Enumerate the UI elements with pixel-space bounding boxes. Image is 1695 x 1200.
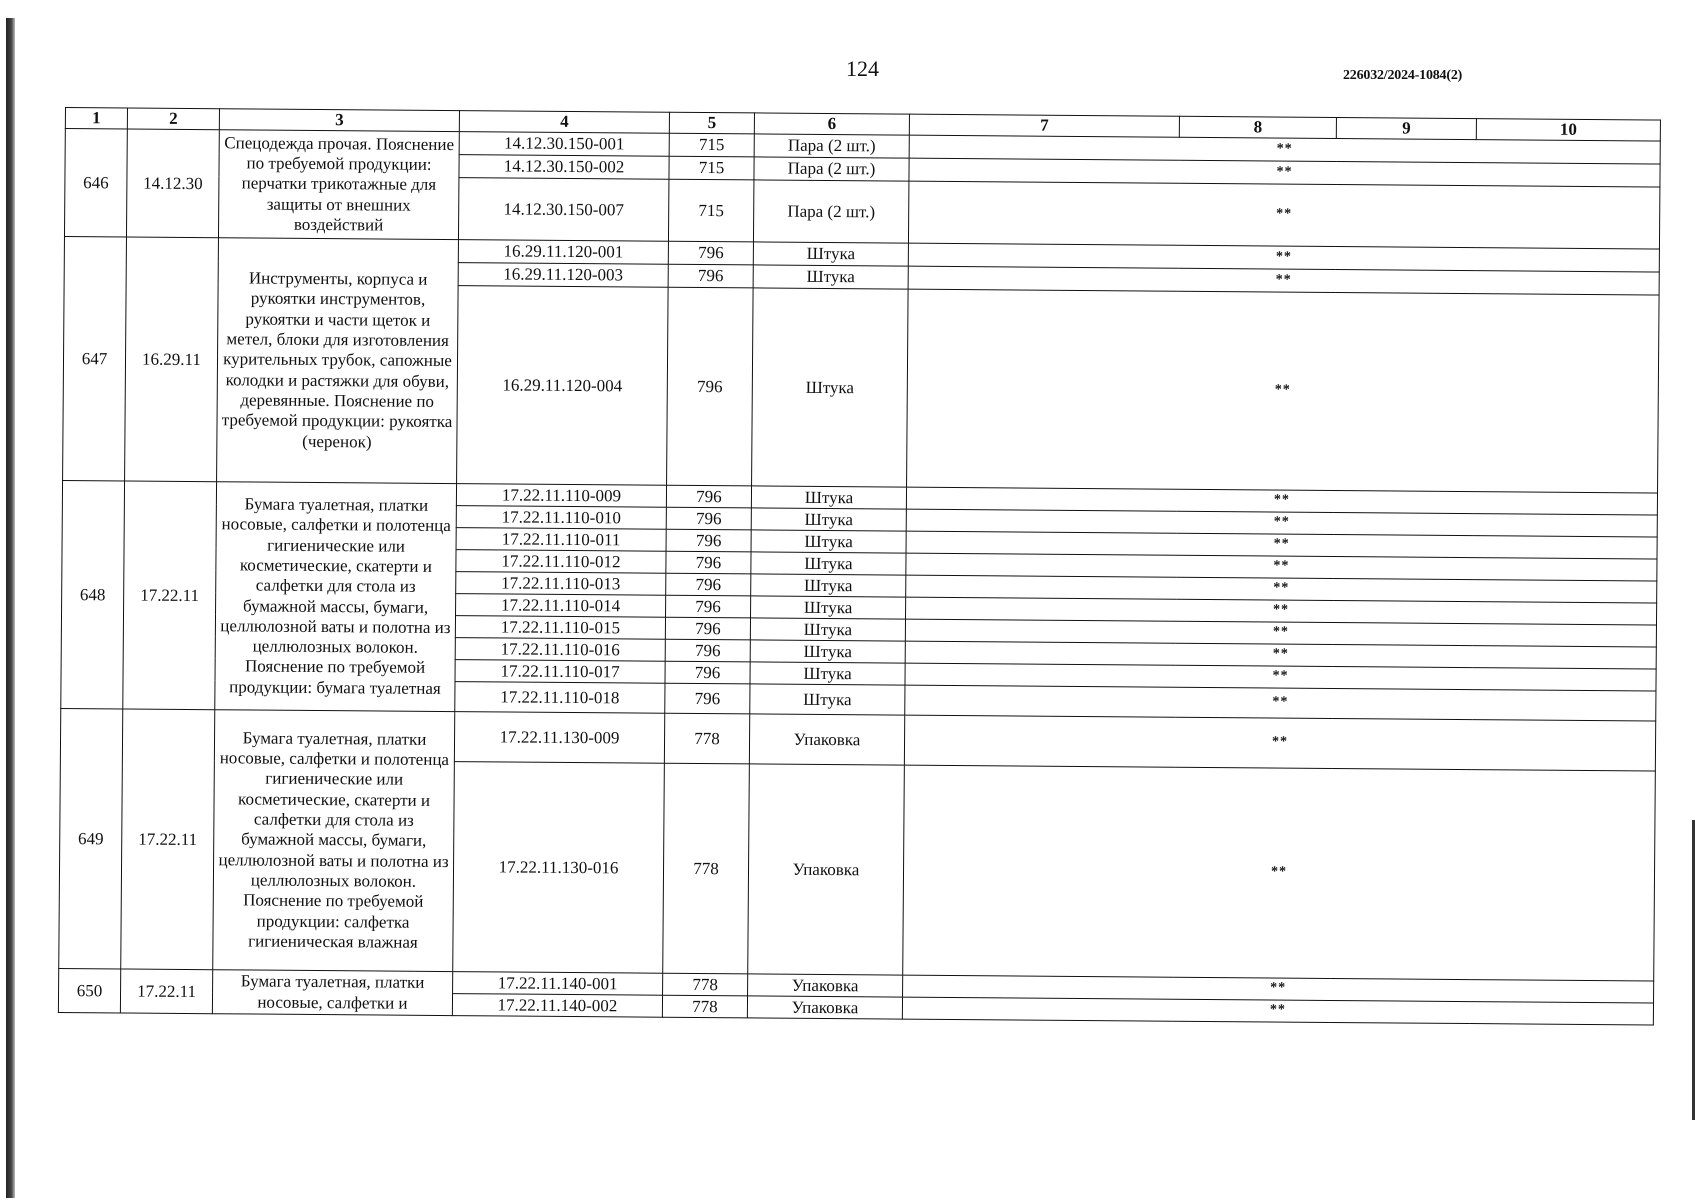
unit-name: Упаковка [749, 714, 904, 765]
unit-name: Пара (2 шт.) [753, 180, 908, 243]
product-description: Бумага туалетная, платки носовые, салфетки и полотенца гигиенические или косметические, скатерти и салфетки для стола из бумажной массы, бумаги, целлюлозной ваты и полотна из целлюлозных волокон. Пояснение по требуемой продукции: салфетка гигиеническая влажная [213, 710, 455, 972]
scan-edge-shadow [6, 18, 15, 1198]
ktru-code: 14.12.30.150-007 [458, 178, 668, 242]
page-number: 124 [846, 56, 879, 81]
ktru-code: 17.22.11.110-009 [456, 484, 666, 508]
okei-code: 796 [665, 617, 750, 640]
col-header-10: 10 [1476, 119, 1660, 141]
okpd-code: 17.22.11 [121, 709, 215, 970]
ktru-code: 17.22.11.110-012 [456, 550, 666, 574]
col-header-5: 5 [669, 112, 754, 134]
ktru-code: 17.22.11.110-010 [456, 506, 666, 530]
note-cell: ** [904, 715, 1655, 771]
col-header-9: 9 [1336, 117, 1476, 139]
ktru-code: 17.22.11.110-015 [455, 616, 665, 640]
okei-code: 796 [666, 573, 751, 596]
unit-name: Штука [751, 486, 906, 509]
unit-name: Упаковка [748, 764, 905, 975]
note-cell: ** [909, 135, 1660, 164]
ktru-code: 17.22.11.130-016 [453, 762, 665, 974]
col-header-6: 6 [754, 113, 909, 135]
ktru-code: 16.29.11.120-003 [458, 263, 668, 288]
document-reference: 226032/2024-1084(2) [1343, 68, 1463, 83]
note-cell: ** [908, 181, 1659, 249]
okei-code: 796 [665, 661, 750, 684]
note-cell: ** [905, 685, 1656, 721]
okei-code: 796 [665, 683, 750, 714]
unit-name: Штука [752, 288, 909, 487]
ktru-code: 17.22.11.140-002 [452, 994, 662, 1018]
ktru-code: 17.22.11.110-013 [456, 572, 666, 596]
col-header-3: 3 [219, 109, 459, 132]
ktru-code: 17.22.11.140-001 [453, 972, 663, 996]
row-number: 646 [64, 129, 127, 237]
col-header-4: 4 [459, 111, 669, 134]
okpd-code: 14.12.30 [126, 129, 219, 238]
unit-name: Штука [750, 640, 905, 663]
note-cell: ** [903, 975, 1654, 1003]
note-cell: ** [906, 487, 1657, 515]
okei-code: 778 [663, 973, 748, 996]
note-cell: ** [903, 765, 1656, 981]
okei-code: 778 [663, 763, 750, 974]
okei-code: 715 [669, 133, 754, 157]
col-header-2: 2 [127, 108, 219, 130]
unit-name: Упаковка [748, 974, 903, 997]
unit-name: Штука [751, 530, 906, 553]
note-cell: ** [905, 641, 1656, 669]
okei-code: 796 [666, 485, 751, 508]
row-number: 649 [59, 708, 123, 968]
unit-name: Штука [753, 265, 908, 289]
col-header-7: 7 [909, 114, 1179, 137]
ktru-code: 17.22.11.110-016 [455, 638, 665, 662]
ktru-code: 17.22.11.110-018 [455, 682, 665, 714]
unit-name: Штука [751, 574, 906, 597]
note-cell: ** [907, 289, 1660, 493]
note-cell: ** [905, 619, 1656, 647]
product-description: Бумага туалетная, платки носовые, салфетки и [212, 970, 452, 1016]
row-number: 648 [61, 480, 125, 708]
okei-code: 778 [664, 713, 749, 764]
note-cell: ** [908, 266, 1659, 295]
note-cell: ** [906, 531, 1657, 559]
unit-name: Штука [753, 242, 908, 266]
product-description: Бумага туалетная, платки носовые, салфетки и полотенца гигиенические или косметические, скатерти и салфетки для стола из бумажной массы, бумаги, целлюлозной ваты и полотна из целлюлозных волокон. Пояснение по требуемой продукции: бумага туалетная [215, 482, 457, 712]
ktru-code: 16.29.11.120-004 [457, 286, 669, 486]
product-description: Спецодежда прочая. Пояснение по требуемой продукции: перчатки трикотажные для защиты от внешних воздействий [218, 130, 459, 240]
note-cell: ** [908, 243, 1659, 272]
okei-code: 796 [666, 551, 751, 574]
col-header-8: 8 [1179, 116, 1336, 138]
unit-name: Штука [750, 618, 905, 641]
okei-code: 796 [668, 241, 753, 265]
ktru-code: 17.22.11.110-011 [456, 528, 666, 552]
okei-code: 715 [669, 156, 754, 180]
okpd-code: 17.22.11 [123, 481, 217, 710]
unit-name: Пара (2 шт.) [754, 157, 909, 181]
ktru-code: 17.22.11.110-014 [456, 594, 666, 618]
col-header-1: 1 [65, 108, 127, 129]
row-number: 647 [63, 236, 127, 480]
registry-table [58, 107, 1661, 1026]
unit-name: Штука [751, 596, 906, 619]
okei-code: 796 [667, 287, 754, 486]
note-cell: ** [906, 597, 1657, 625]
okei-code: 715 [668, 179, 753, 242]
unit-name: Пара (2 шт.) [754, 134, 909, 158]
okei-code: 796 [666, 595, 751, 618]
ktru-code: 16.29.11.120-001 [458, 240, 668, 265]
row-number: 650 [58, 968, 120, 1012]
unit-name: Штука [750, 662, 905, 685]
note-cell: ** [902, 997, 1653, 1025]
okei-code: 796 [668, 264, 753, 288]
okpd-code: 16.29.11 [125, 237, 219, 482]
note-cell: ** [906, 509, 1657, 537]
note-cell: ** [909, 158, 1660, 187]
note-cell: ** [906, 553, 1657, 581]
ktru-code: 14.12.30.150-002 [459, 155, 669, 180]
okei-code: 796 [665, 639, 750, 662]
okei-code: 796 [666, 507, 751, 530]
unit-name: Упаковка [747, 996, 902, 1019]
ktru-code: 14.12.30.150-001 [459, 132, 669, 157]
product-description: Инструменты, корпуса и рукоятки инструментов, рукоятки и части щеток и метел, блоки для изготовления курительных трубок, сапожные колодки и растяжки для обуви, деревянные. Пояснение по требуемой продукции: рукоятка (черенок) [217, 238, 459, 484]
note-cell: ** [905, 663, 1656, 691]
okei-code: 796 [666, 529, 751, 552]
unit-name: Штука [751, 508, 906, 531]
okei-code: 778 [662, 995, 747, 1018]
note-cell: ** [906, 575, 1657, 603]
unit-name: Штука [750, 684, 905, 715]
ktru-code: 17.22.11.110-017 [455, 660, 665, 684]
ktru-code: 17.22.11.130-009 [454, 712, 664, 764]
unit-name: Штука [751, 552, 906, 575]
okpd-code: 17.22.11 [120, 969, 212, 1014]
